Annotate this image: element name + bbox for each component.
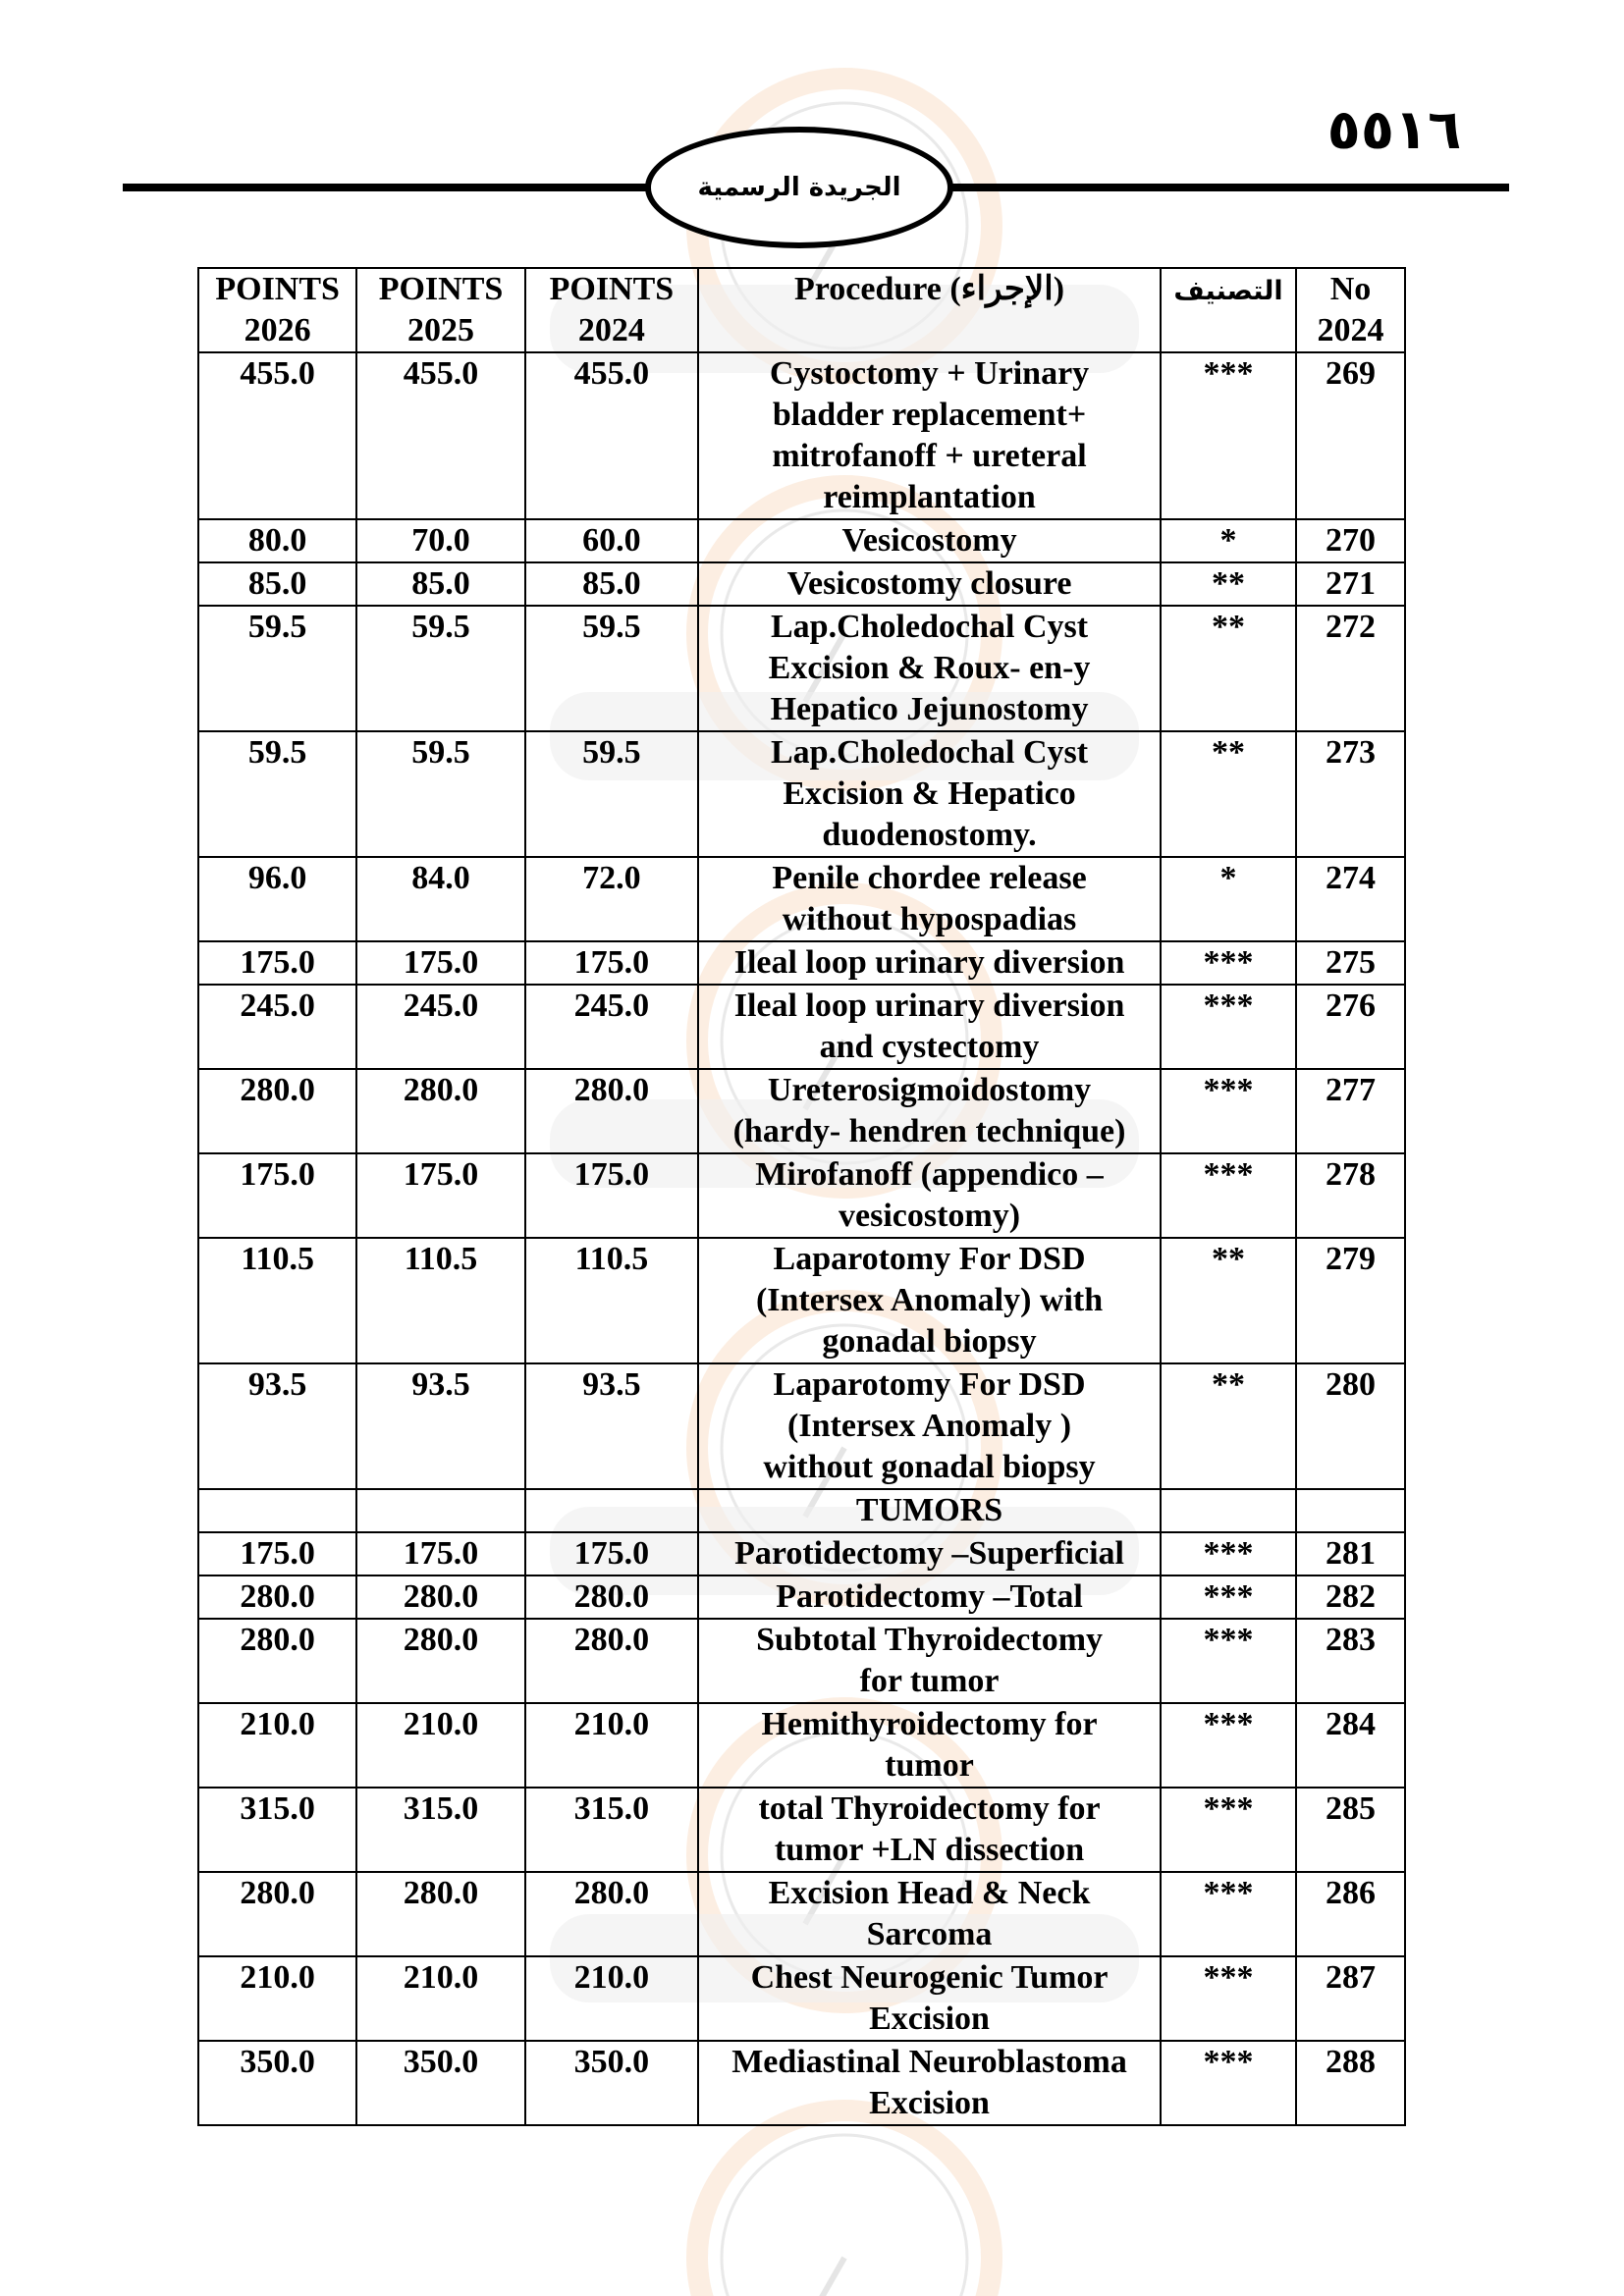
points-2024-cell: 110.5 [525,1238,698,1363]
table-row [198,606,1405,731]
table-row [198,1619,1405,1703]
points-2025-cell: 350.0 [356,2041,524,2125]
procedure-cell [698,857,1161,941]
procedure-line: and cystectomy [819,1029,1040,1065]
points-2024-cell: 210.0 [525,1703,698,1788]
number-cell: 284 [1296,1703,1405,1788]
points-2026-cell: 350.0 [198,2041,356,2125]
table-row [198,1575,1405,1619]
points-2024-cell: 350.0 [525,2041,698,2125]
procedures-table [197,267,1406,2126]
table-row [198,1238,1405,1363]
procedure-line: Subtotal Thyroidectomy [756,1622,1104,1658]
points-2025-cell: 110.5 [356,1238,524,1363]
procedure-line: Sarcoma [866,1916,993,1952]
classification-cell: *** [1161,1872,1296,1956]
table-row [198,2041,1405,2125]
points-2026-cell: 110.5 [198,1238,356,1363]
points-2025-cell: 59.5 [356,606,524,731]
procedure-line: gonadal biopsy [822,1323,1037,1360]
points-2025-cell: 70.0 [356,519,524,562]
header-oval [645,127,953,248]
procedure-line: Excision [869,2085,990,2121]
points-2026-cell: 175.0 [198,1153,356,1238]
procedure-cell [698,1872,1161,1956]
procedure-line: vesicostomy) [839,1198,1021,1234]
procedure-cell [698,2041,1161,2125]
procedure-line: (Intersex Anomaly ) [787,1408,1072,1444]
table-row [198,1703,1405,1788]
procedure-line: Excision & Roux- en-y [768,650,1091,686]
procedure-line: duodenostomy. [822,817,1037,853]
procedure-line: Chest Neurogenic Tumor [750,1959,1109,1996]
classification-cell: * [1161,519,1296,562]
procedure-line: Excision [869,2001,990,2037]
procedure-line: Cystoctomy + Urinary [769,355,1090,392]
points-2026-cell: 59.5 [198,731,356,857]
classification-cell: *** [1161,1532,1296,1575]
classification-cell: ** [1161,1363,1296,1489]
table-row [198,1788,1405,1872]
points-2024-cell [525,1489,698,1532]
procedure-cell [698,941,1161,985]
points-2025-cell: 84.0 [356,857,524,941]
table-row [198,1153,1405,1238]
points-2025-cell: 85.0 [356,562,524,606]
points-2026-cell: 315.0 [198,1788,356,1872]
table-header-row [198,268,1405,352]
procedure-cell [698,1238,1161,1363]
points-2024-cell: 175.0 [525,941,698,985]
procedure-line: total Thyroidectomy for [758,1790,1101,1827]
points-2024-cell: 59.5 [525,731,698,857]
procedure-line: without hypospadias [782,901,1077,937]
classification-cell: *** [1161,1619,1296,1703]
procedure-line: Mediastinal Neuroblastoma [731,2044,1127,2080]
points-2024-cell: 315.0 [525,1788,698,1872]
procedure-line: mitrofanoff + ureteral [772,438,1087,474]
number-cell: 275 [1296,941,1405,985]
points-2026-cell: 175.0 [198,941,356,985]
number-cell: 285 [1296,1788,1405,1872]
points-2026-cell: 175.0 [198,1532,356,1575]
table-row [198,1956,1405,2041]
number-cell: 279 [1296,1238,1405,1363]
points-2024-cell: 280.0 [525,1575,698,1619]
procedure-line: (Intersex Anomaly) with [755,1282,1104,1318]
procedure-line: without gonadal biopsy [763,1449,1096,1485]
number-cell: 283 [1296,1619,1405,1703]
procedure-line: Lap.Choledochal Cyst [771,609,1089,645]
points-2026-cell: 85.0 [198,562,356,606]
points-2025-cell: 245.0 [356,985,524,1069]
procedure-line: Parotidectomy –Total [776,1578,1083,1615]
procedure-line: Ureterosigmoidostomy [767,1072,1092,1108]
points-2025-cell: 280.0 [356,1619,524,1703]
classification-cell: *** [1161,1069,1296,1153]
number-cell: 271 [1296,562,1405,606]
classification-cell: * [1161,857,1296,941]
points-2024-cell: 245.0 [525,985,698,1069]
classification-cell: *** [1161,1575,1296,1619]
points-2024-cell: 175.0 [525,1153,698,1238]
points-2026-cell: 80.0 [198,519,356,562]
page-number: ٥٥١٦ [1326,98,1462,162]
classification-cell: ** [1161,606,1296,731]
number-cell: 274 [1296,857,1405,941]
procedure-line: Hepatico Jejunostomy [770,691,1089,727]
points-2026-cell: 96.0 [198,857,356,941]
number-cell: 269 [1296,352,1405,519]
points-2025-cell: 175.0 [356,1532,524,1575]
table-row [198,985,1405,1069]
classification-cell: *** [1161,2041,1296,2125]
table-row [198,857,1405,941]
procedure-cell [698,1153,1161,1238]
procedure-cell [698,562,1161,606]
points-2026-cell: 245.0 [198,985,356,1069]
number-cell: 270 [1296,519,1405,562]
number-cell: 272 [1296,606,1405,731]
points-2024-cell: 210.0 [525,1956,698,2041]
classification-cell: *** [1161,1956,1296,2041]
number-cell: 273 [1296,731,1405,857]
classification-cell: ** [1161,731,1296,857]
procedure-cell [698,519,1161,562]
points-2025-cell: 210.0 [356,1703,524,1788]
table-row [198,1363,1405,1489]
table-row [198,1872,1405,1956]
header-procedure: Procedure (الإجراء) [698,268,1161,352]
number-cell [1296,1489,1405,1532]
classification-cell: ** [1161,1238,1296,1363]
table-row [198,352,1405,519]
procedure-line: Laparotomy For DSD [773,1241,1086,1277]
points-2026-cell: 280.0 [198,1619,356,1703]
points-2026-cell: 455.0 [198,352,356,519]
classification-cell: *** [1161,1153,1296,1238]
procedure-cell [698,1489,1161,1532]
procedure-line: reimplantation [823,479,1036,515]
number-cell: 277 [1296,1069,1405,1153]
classification-cell: ** [1161,562,1296,606]
header-number: No 2024 [1296,268,1405,352]
points-2025-cell: 455.0 [356,352,524,519]
number-cell: 287 [1296,1956,1405,2041]
table-row [198,941,1405,985]
procedure-cell [698,1069,1161,1153]
header-points-2026: POINTS 2026 [198,268,356,352]
procedure-line: TUMORS [855,1492,1003,1528]
procedure-line: Hemithyroidectomy for [761,1706,1098,1742]
table-row [198,1532,1405,1575]
classification-cell [1161,1489,1296,1532]
points-2025-cell: 280.0 [356,1872,524,1956]
procedure-cell [698,352,1161,519]
procedure-line: Parotidectomy –Superficial [734,1535,1124,1572]
points-2026-cell: 210.0 [198,1956,356,2041]
classification-cell: *** [1161,941,1296,985]
points-2024-cell: 175.0 [525,1532,698,1575]
points-2024-cell: 59.5 [525,606,698,731]
procedure-line: Laparotomy For DSD [773,1366,1086,1403]
procedure-cell [698,1788,1161,1872]
table-row [198,731,1405,857]
procedure-cell [698,606,1161,731]
procedure-cell [698,985,1161,1069]
procedure-line: Lap.Choledochal Cyst [771,734,1089,771]
points-2024-cell: 455.0 [525,352,698,519]
points-2026-cell: 280.0 [198,1872,356,1956]
points-2024-cell: 60.0 [525,519,698,562]
points-2025-cell: 280.0 [356,1069,524,1153]
table-row [198,1069,1405,1153]
table-row [198,1489,1405,1532]
procedure-line: Excision & Hepatico [783,775,1076,812]
classification-cell: *** [1161,985,1296,1069]
number-cell: 286 [1296,1872,1405,1956]
number-cell: 282 [1296,1575,1405,1619]
points-2025-cell: 210.0 [356,1956,524,2041]
procedure-line: Vesicostomy closure [786,565,1072,602]
procedure-line: Vesicostomy [841,522,1017,559]
points-2026-cell: 210.0 [198,1703,356,1788]
points-2026-cell: 280.0 [198,1575,356,1619]
points-2025-cell: 175.0 [356,941,524,985]
classification-cell: *** [1161,1788,1296,1872]
procedure-cell [698,1956,1161,2041]
procedure-line: tumor +LN dissection [774,1832,1085,1868]
points-2024-cell: 280.0 [525,1619,698,1703]
procedure-cell [698,1363,1161,1489]
classification-cell: *** [1161,1703,1296,1788]
points-2025-cell: 59.5 [356,731,524,857]
header-classification: التصنيف [1161,268,1296,352]
number-cell: 278 [1296,1153,1405,1238]
procedure-cell [698,1619,1161,1703]
number-cell: 288 [1296,2041,1405,2125]
classification-cell: *** [1161,352,1296,519]
procedure-line: (hardy- hendren technique) [732,1113,1126,1149]
points-2026-cell: 59.5 [198,606,356,731]
table-row [198,562,1405,606]
points-2026-cell: 93.5 [198,1363,356,1489]
procedure-cell [698,1575,1161,1619]
header-title: الجريدة الرسمية [697,173,901,202]
header-points-2025: POINTS 2025 [356,268,524,352]
number-cell: 280 [1296,1363,1405,1489]
points-2025-cell [356,1489,524,1532]
procedure-cell [698,1703,1161,1788]
points-2024-cell: 280.0 [525,1069,698,1153]
procedure-line: tumor [885,1747,974,1784]
procedure-cell [698,731,1161,857]
points-2025-cell: 93.5 [356,1363,524,1489]
header-points-2024: POINTS 2024 [525,268,698,352]
points-2026-cell: 280.0 [198,1069,356,1153]
procedure-line: Excision Head & Neck [768,1875,1091,1911]
procedure-line: Ileal loop urinary diversion [733,988,1125,1024]
procedure-cell [698,1532,1161,1575]
points-2026-cell [198,1489,356,1532]
points-2024-cell: 93.5 [525,1363,698,1489]
procedure-line: Penile chordee release [772,860,1087,896]
points-2024-cell: 85.0 [525,562,698,606]
number-cell: 281 [1296,1532,1405,1575]
procedure-line: bladder replacement+ [772,397,1087,433]
number-cell: 276 [1296,985,1405,1069]
procedure-line: Mirofanoff (appendico – [755,1156,1104,1193]
points-2025-cell: 175.0 [356,1153,524,1238]
procedure-line: for tumor [859,1663,1000,1699]
table-row [198,519,1405,562]
points-2025-cell: 315.0 [356,1788,524,1872]
points-2024-cell: 280.0 [525,1872,698,1956]
points-2024-cell: 72.0 [525,857,698,941]
procedure-line: Ileal loop urinary diversion [733,944,1125,981]
points-2025-cell: 280.0 [356,1575,524,1619]
